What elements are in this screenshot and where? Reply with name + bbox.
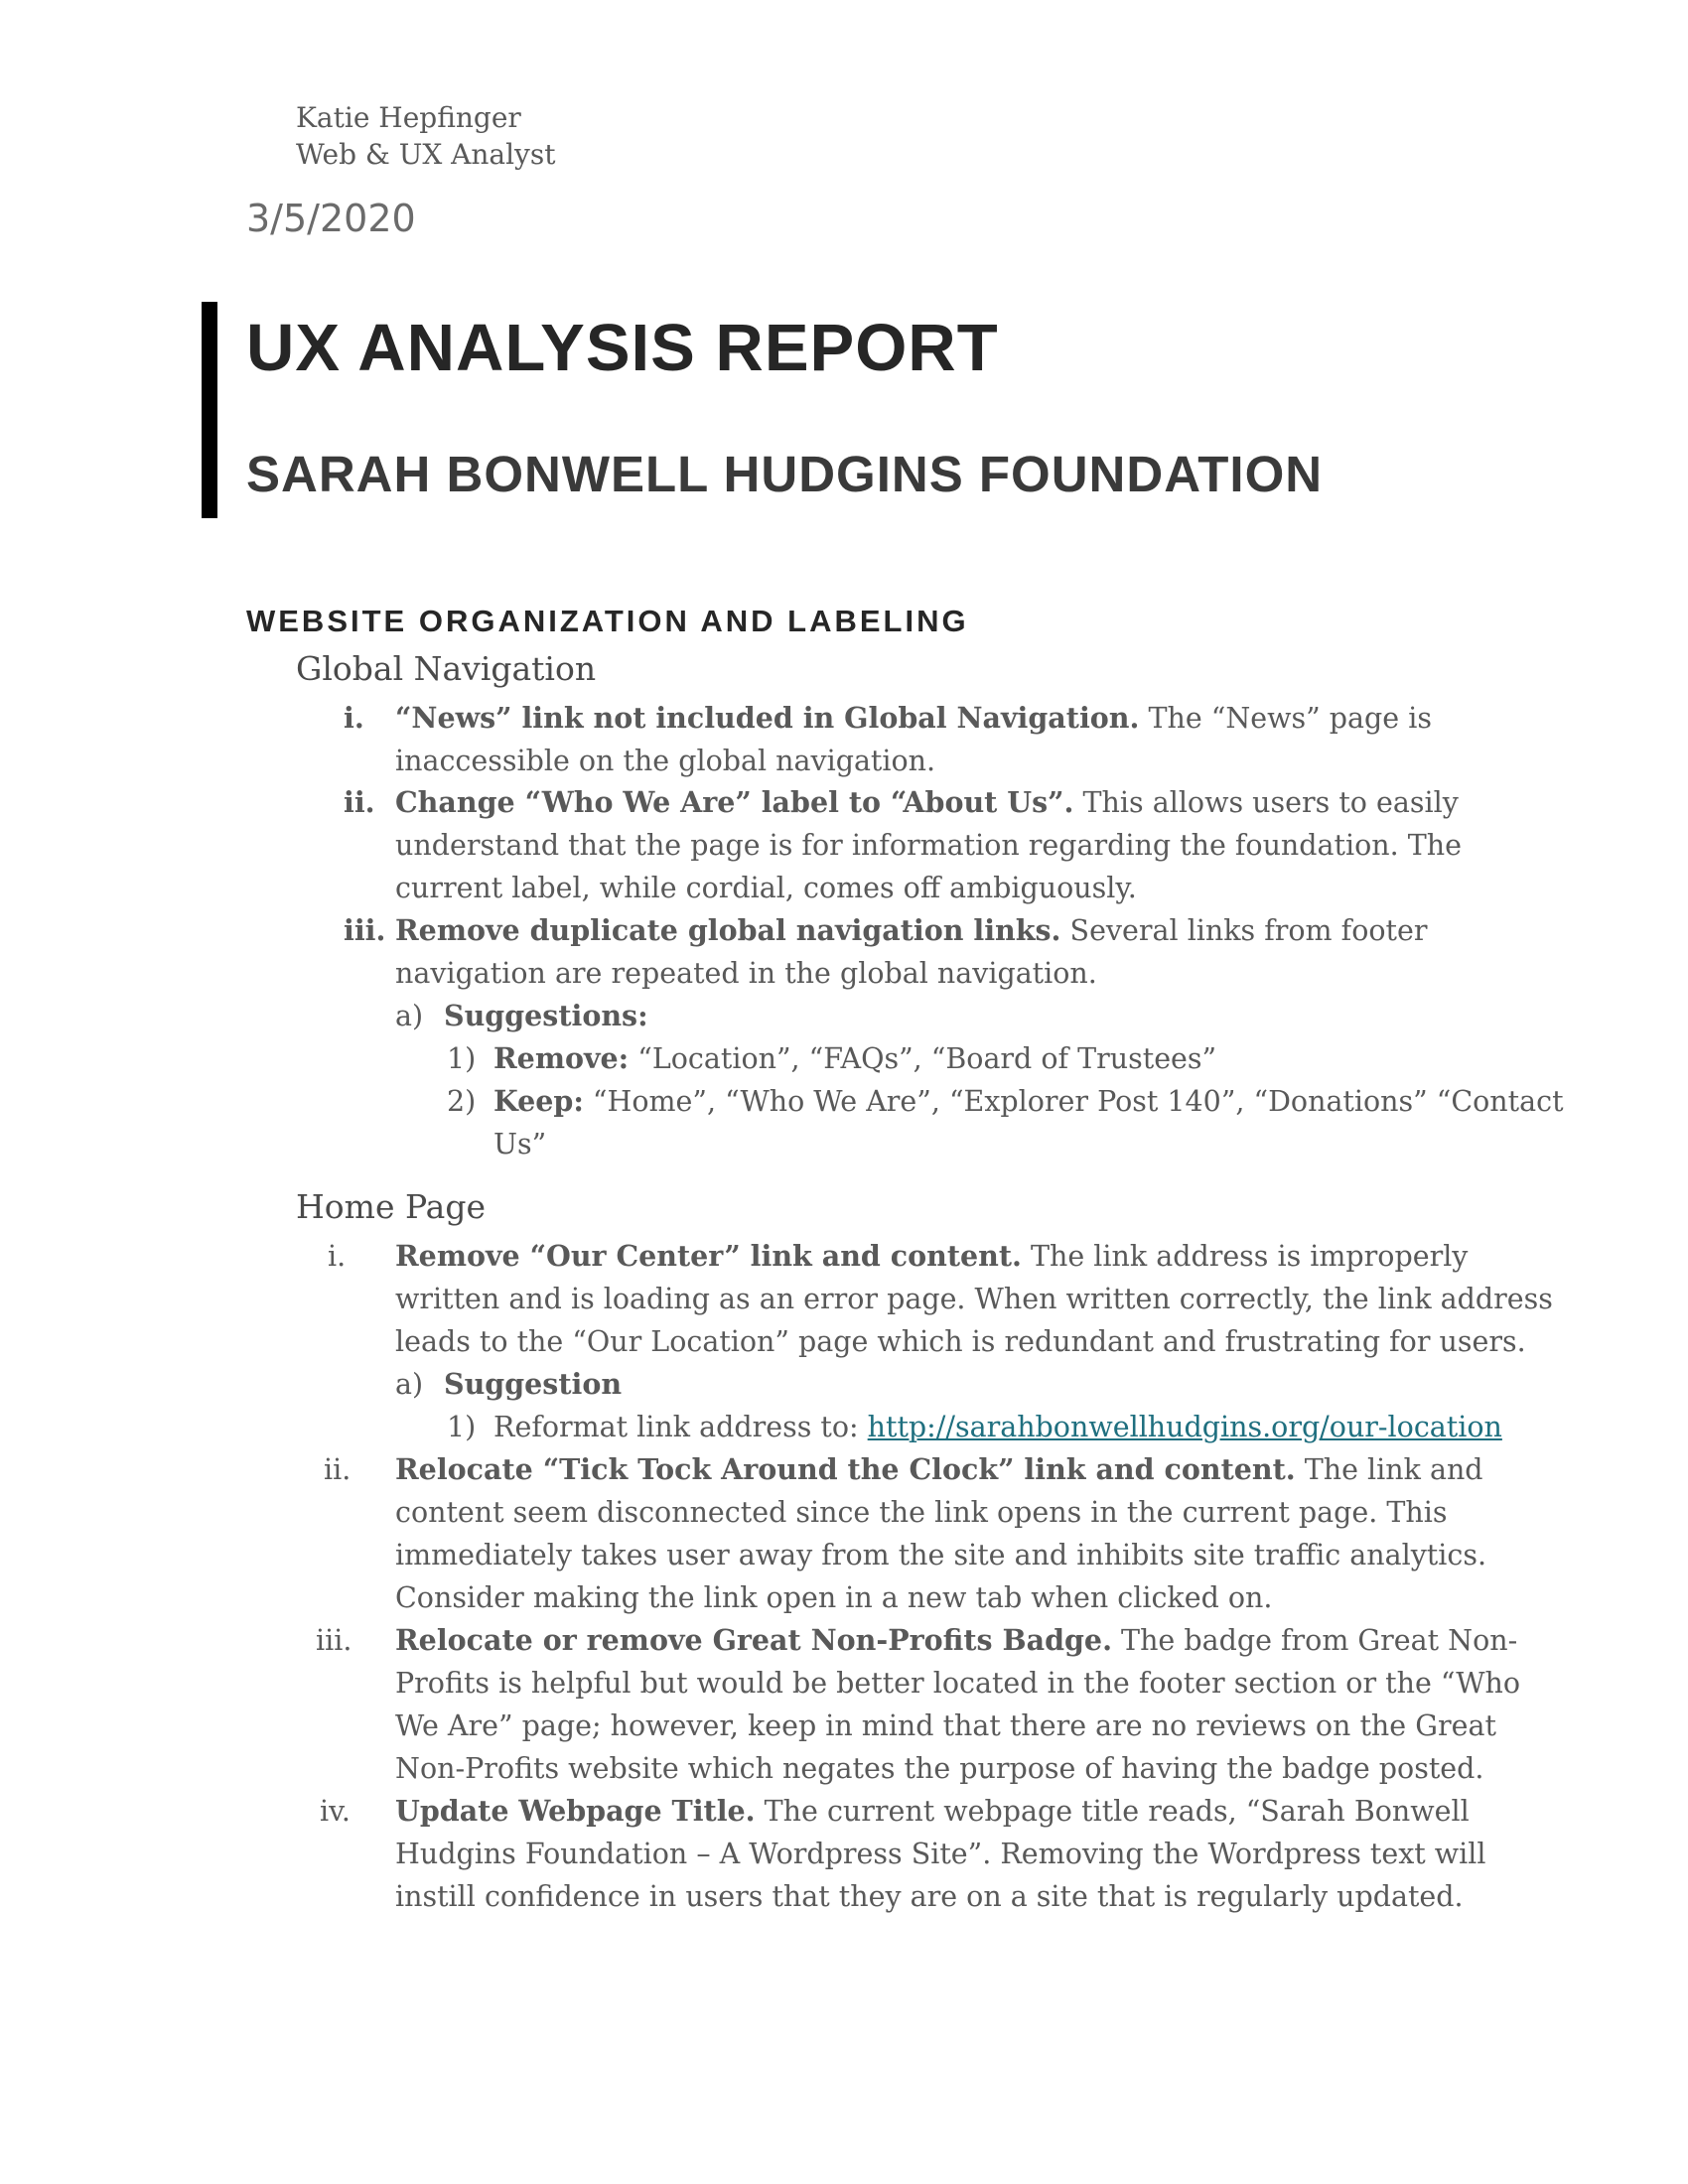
item-text: written and is loading as an error page. When written correctly, the link address (395, 1283, 1553, 1315)
item-bold: Remove: (493, 1041, 630, 1075)
item-text: immediately takes user away from the site and inhibits site traffic analytics. (395, 1539, 1487, 1571)
item-text: We Are” page; however, keep in mind that there are no reviews on the Great (395, 1709, 1496, 1742)
list-item (395, 1619, 1517, 1662)
list-item (395, 1235, 1468, 1278)
list-marker: 1) (447, 1411, 477, 1443)
item-text: “Home”, “Who We Are”, “Explorer Post 140”, “Donations” “Contact (583, 1085, 1564, 1118)
item-text: Several links from footer (1060, 914, 1428, 947)
home-page-heading: Home Page (296, 1187, 487, 1226)
item-text: navigation are repeated in the global navigation. (395, 957, 1097, 990)
list-marker: a) (395, 1000, 424, 1032)
item-bold: “News” link not included in Global Navigation. (395, 701, 1140, 735)
list-item (395, 781, 1459, 824)
item-text: instill confidence in users that they are on a site that is regularly updated. (395, 1880, 1464, 1913)
item-text: inaccessible on the global navigation. (395, 745, 936, 777)
list-number: i. (328, 1240, 347, 1273)
suggestions-label: Suggestions: (444, 999, 648, 1032)
author-role: Web & UX Analyst (296, 138, 556, 171)
item-bold: Update Webpage Title. (395, 1794, 756, 1828)
item-text: This allows users to easily (1073, 786, 1459, 819)
item-bold: Remove “Our Center” link and content. (395, 1239, 1022, 1273)
item-text: content seem disconnected since the link opens in the current page. This (395, 1496, 1448, 1529)
list-item (395, 1448, 1483, 1491)
list-item (493, 1080, 1564, 1123)
item-text: Profits is helpful but would be better located in the footer section or the “Who (395, 1667, 1521, 1700)
item-text: Hudgins Foundation – A Wordpress Site”. Removing the Wordpress text will (395, 1838, 1486, 1870)
list-marker: 2) (447, 1085, 477, 1118)
list-number: i. (344, 701, 364, 735)
title-accent-bar (202, 302, 217, 518)
item-text: leads to the “Our Location” page which is redundant and frustrating for users. (395, 1325, 1526, 1358)
item-text: current label, while cordial, comes off ambiguously. (395, 872, 1137, 904)
item-text: The current webpage title reads, “Sarah Bonwell (755, 1795, 1470, 1828)
report-subtitle: SARAH BONWELL HUDGINS FOUNDATION (246, 446, 1324, 502)
item-text: Non-Profits website which negates the purpose of having the badge posted. (395, 1752, 1484, 1785)
list-number: iv. (320, 1795, 351, 1828)
author-block (296, 99, 556, 173)
list-item (493, 1037, 1216, 1080)
item-text: The link address is improperly (1021, 1240, 1469, 1273)
report-title: UX ANALYSIS REPORT (246, 311, 999, 385)
item-bold: Keep: (493, 1084, 584, 1118)
list-number: iii. (344, 913, 386, 947)
list-item (395, 1790, 1470, 1833)
item-text: The “News” page is (1139, 702, 1432, 735)
item-bold: Relocate “Tick Tock Around the Clock” link and content. (395, 1452, 1296, 1486)
list-number: iii. (316, 1624, 352, 1657)
our-location-link[interactable]: http://sarahbonwellhudgins.org/our-location (867, 1411, 1502, 1443)
list-number: ii. (344, 785, 375, 819)
global-nav-heading: Global Navigation (296, 649, 597, 688)
suggestion-label: Suggestion (444, 1367, 623, 1401)
item-text: Consider making the link open in a new tab when clicked on. (395, 1581, 1273, 1614)
item-text: The link and (1295, 1453, 1483, 1486)
item-text: understand that the page is for information regarding the foundation. The (395, 829, 1462, 862)
list-item (395, 697, 1432, 740)
section-heading: WEBSITE ORGANIZATION AND LABELING (246, 604, 969, 638)
list-marker: a) (395, 1368, 424, 1401)
report-date: 3/5/2020 (246, 197, 416, 240)
item-text: Reformat link address to: (493, 1411, 868, 1443)
item-bold: Remove duplicate global navigation links. (395, 913, 1061, 947)
item-text: Us” (493, 1128, 547, 1160)
item-text: The badge from Great Non- (1112, 1624, 1518, 1657)
item-bold: Change “Who We Are” label to “About Us”. (395, 785, 1074, 819)
author-name: Katie Hepfinger (296, 101, 521, 134)
list-item (395, 909, 1427, 952)
list-number: ii. (324, 1453, 352, 1486)
item-bold: Relocate or remove Great Non-Profits Badge. (395, 1623, 1112, 1657)
item-text: “Location”, “FAQs”, “Board of Trustees” (629, 1042, 1217, 1075)
list-marker: 1) (447, 1042, 477, 1075)
list-item (493, 1406, 1502, 1448)
